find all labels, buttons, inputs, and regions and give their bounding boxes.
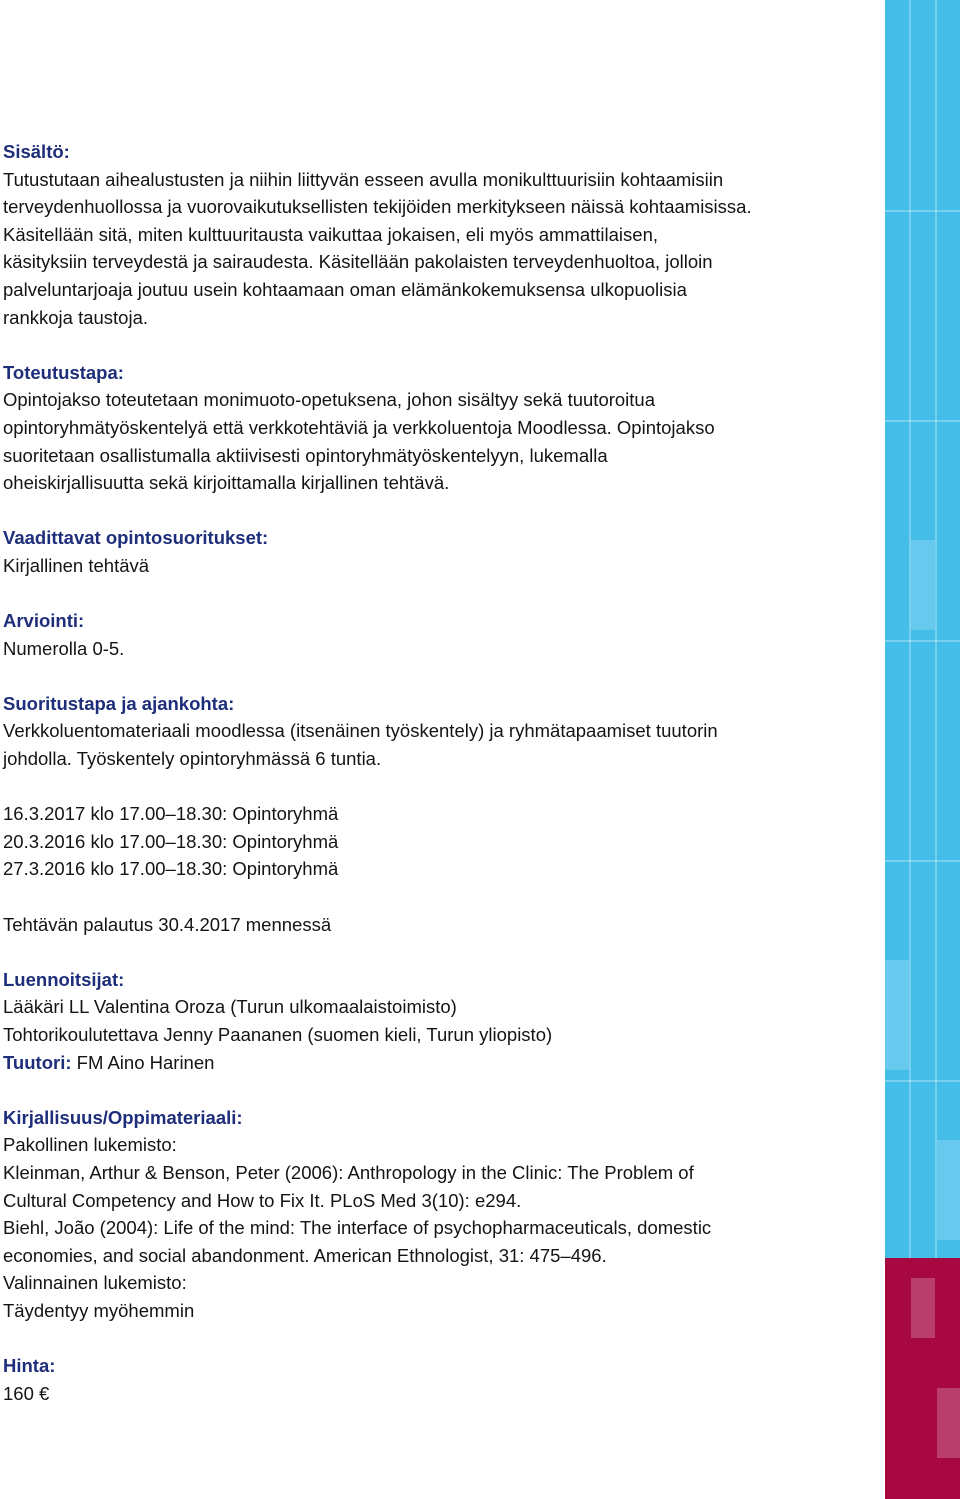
text-line: Verkkoluentomateriaali moodlessa (itsenäinen työskentely) ja ryhmätapaamiset tuutorin <box>3 720 718 742</box>
schedule-date: 16.3.2017 klo 17.00–18.30: Opintoryhmä <box>3 803 339 825</box>
text-line: palveluntarjoaja joutuu usein kohtaamaan oman elämänkokemuksensa ulkopuolisia <box>3 278 687 300</box>
text-line: terveydenhuollossa ja vuorovaikutuksellisten tekijöiden merkitykseen näissä kohtaamisissa. <box>3 196 752 218</box>
heading-sisalto: Sisältö: <box>3 141 70 162</box>
text-line: Pakollinen lukemisto: <box>3 1134 177 1156</box>
text-line: Numerolla 0-5. <box>3 637 125 659</box>
text-line: Opintojakso toteutetaan monimuoto-opetuksena, johon sisältyy sekä tuutoroitua <box>3 389 656 411</box>
tutor-label: Tuutori: <box>3 1051 72 1073</box>
schedule-date: 27.3.2016 klo 17.00–18.30: Opintoryhmä <box>3 858 339 880</box>
heading-vaaditut: Vaadittavat opintosuoritukset: <box>3 527 269 549</box>
price: 160 € <box>3 1382 50 1404</box>
lecturer: Lääkäri LL Valentina Oroza (Turun ulkomaalaistoimisto) <box>3 996 457 1018</box>
schedule-date: 20.3.2016 klo 17.00–18.30: Opintoryhmä <box>3 830 339 852</box>
decorative-red-block <box>885 1258 960 1499</box>
decorative-side-strip <box>885 0 960 1499</box>
text-line: Valinnainen lukemisto: <box>3 1272 187 1294</box>
text-line: opintoryhmätyöskentelyä että verkkotehtäviä ja verkkoluentoja Moodlessa. Opintojakso <box>3 416 715 438</box>
heading-arviointi: Arviointi: <box>3 610 85 632</box>
text-line: rankkoja taustoja. <box>3 306 149 328</box>
lecturer: Tohtorikoulutettava Jenny Paananen (suomen kieli, Turun yliopisto) <box>3 1024 553 1045</box>
reference: Kleinman, Arthur & Benson, Peter (2006): Anthropology in the Clinic: The Problem of <box>3 1161 694 1183</box>
text-line: oheiskirjallisuutta sekä kirjoittamalla kirjallinen tehtävä. <box>3 472 450 494</box>
text-line: johdolla. Työskentely opintoryhmässä 6 tuntia. <box>3 748 382 770</box>
heading-toteutustapa: Toteutustapa: <box>3 361 124 383</box>
text-line: Käsitellään sitä, miten kulttuuritausta vaikuttaa jokaisen, eli myös ammattilaisen, <box>3 223 658 245</box>
reference: Cultural Competency and How to Fix It. PLoS Med 3(10): e294. <box>3 1189 522 1211</box>
text-line: Tutustutaan aihealustusten ja niihin liittyvän esseen avulla monikulttuurisiin kohtaamisiin <box>3 168 724 190</box>
reference: economies, and social abandonment. American Ethnologist, 31: 475–496. <box>3 1244 607 1266</box>
text-line: Täydentyy myöhemmin <box>3 1299 195 1321</box>
heading-luennoitsijat: Luennoitsijat: <box>3 968 125 990</box>
tutor-name: FM Aino Harinen <box>71 1051 215 1073</box>
tutor-line <box>3 1049 883 1077</box>
text-line: suoritetaan osallistumalla aktiivisesti opintoryhmätyöskentelyyn, lukemalla <box>3 444 608 466</box>
text-line: käsityksiin terveydestä ja sairaudesta. Käsitellään pakolaisten terveydenhuoltoa, jolloin <box>3 251 713 273</box>
reference: Biehl, João (2004): Life of the mind: The interface of psychopharmaceuticals, domestic <box>3 1217 712 1239</box>
heading-suoritustapa: Suoritustapa ja ajankohta: <box>3 692 235 714</box>
deadline-text: Tehtävän palautus 30.4.2017 mennessä <box>3 913 332 935</box>
heading-hinta: Hinta: <box>3 1355 56 1377</box>
heading-kirjallisuus: Kirjallisuus/Oppimateriaali: <box>3 1106 243 1128</box>
document-body <box>3 138 883 1407</box>
text-line: Kirjallinen tehtävä <box>3 554 150 576</box>
